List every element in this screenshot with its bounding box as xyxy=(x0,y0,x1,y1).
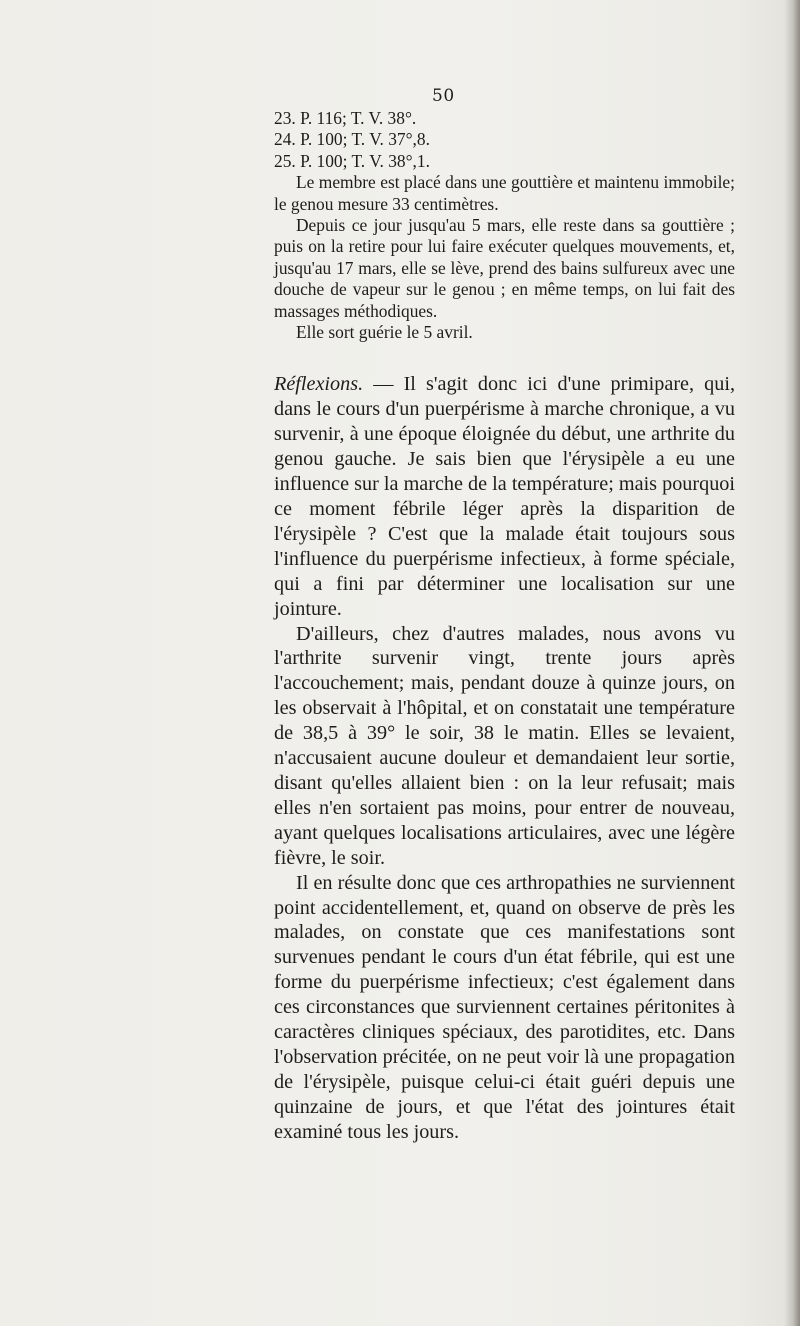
reflexions-section xyxy=(274,372,735,1144)
observation-paragraph: Le membre est placé dans une gouttière et maintenu immobile; le genou mesure 33 centimètres. xyxy=(274,172,735,214)
observation-line: 24. P. 100; T. V. 37°,8. xyxy=(274,129,430,150)
observation-section xyxy=(274,108,735,343)
em-dash-separator: — xyxy=(363,373,404,396)
page-edge-shadow xyxy=(784,0,800,1326)
reflexions-text: Il s'agit donc ici d'une primipare, qui, dans le cours d'un puerpérisme à marche chronique, a vu survenir, à une époque éloignée du début, une arthrite du genou gauche. Je sais bien que l'érysipèle a eu une influence sur la marche de la température; mais pourquoi ce moment fébrile léger après la disparition de l'érysipèle ? C'est que la malade était toujours sous l'influence du puerpérisme infectieux, à forme spéciale, qui a fini par déterminer une localisation sur une jointure. xyxy=(274,373,735,620)
observation-paragraph: Elle sort guérie le 5 avril. xyxy=(296,322,473,343)
body-paragraph: Il en résulte donc que ces arthropathies ne surviennent point accidentellement, et, quand on observe de près les malades, on constate que ces manifestations sont survenues pendant le cours d'un état fébrile, qui est une forme du puerpérisme infectieux; c'est également dans ces circonstances que surviennent certaines péritonites à caractères cliniques spéciaux, des parotidites, etc. Dans l'observation précitée, on ne peut voir là une propagation de l'érysipèle, puisque celui-ci était guéri depuis une quinzaine de jours, et que l'état des jointures était examiné tous les jours. xyxy=(274,871,735,1143)
page-body xyxy=(274,108,735,1145)
observation-line: 25. P. 100; T. V. 38°,1. xyxy=(274,150,430,171)
observation-line: 23. P. 116; T. V. 38°. xyxy=(274,108,417,128)
page-number: 50 xyxy=(432,86,455,106)
reflexions-paragraph xyxy=(274,372,735,621)
body-paragraph: D'ailleurs, chez d'autres malades, nous avons vu l'arthrite survenir vingt, trente jours après l'accouchement; mais, pendant douze à quinze jours, on les observait à l'hôpital, et on constatait une température de 38,5 à 39° le soir, 38 le matin. Elles se levaient, n'accusaient aucune douleur et demandaient leur sortie, disant qu'elles allaient bien : on la leur refusait; mais elles n'en sortaient pas moins, pour entrer de nouveau, ayant quelques localisations articulaires, avec une légère fièvre, le soir. xyxy=(274,622,735,869)
observation-paragraph: Depuis ce jour jusqu'au 5 mars, elle reste dans sa gouttière ; puis on la retire pour lui faire exécuter quelques mouvements, et, jusqu'au 17 mars, elle se lève, prend des bains sulfureux avec une douche de vapeur sur le genou ; en même temps, on lui fait des massages méthodiques. xyxy=(274,215,735,321)
reflexions-heading: Réflexions. xyxy=(274,373,364,396)
